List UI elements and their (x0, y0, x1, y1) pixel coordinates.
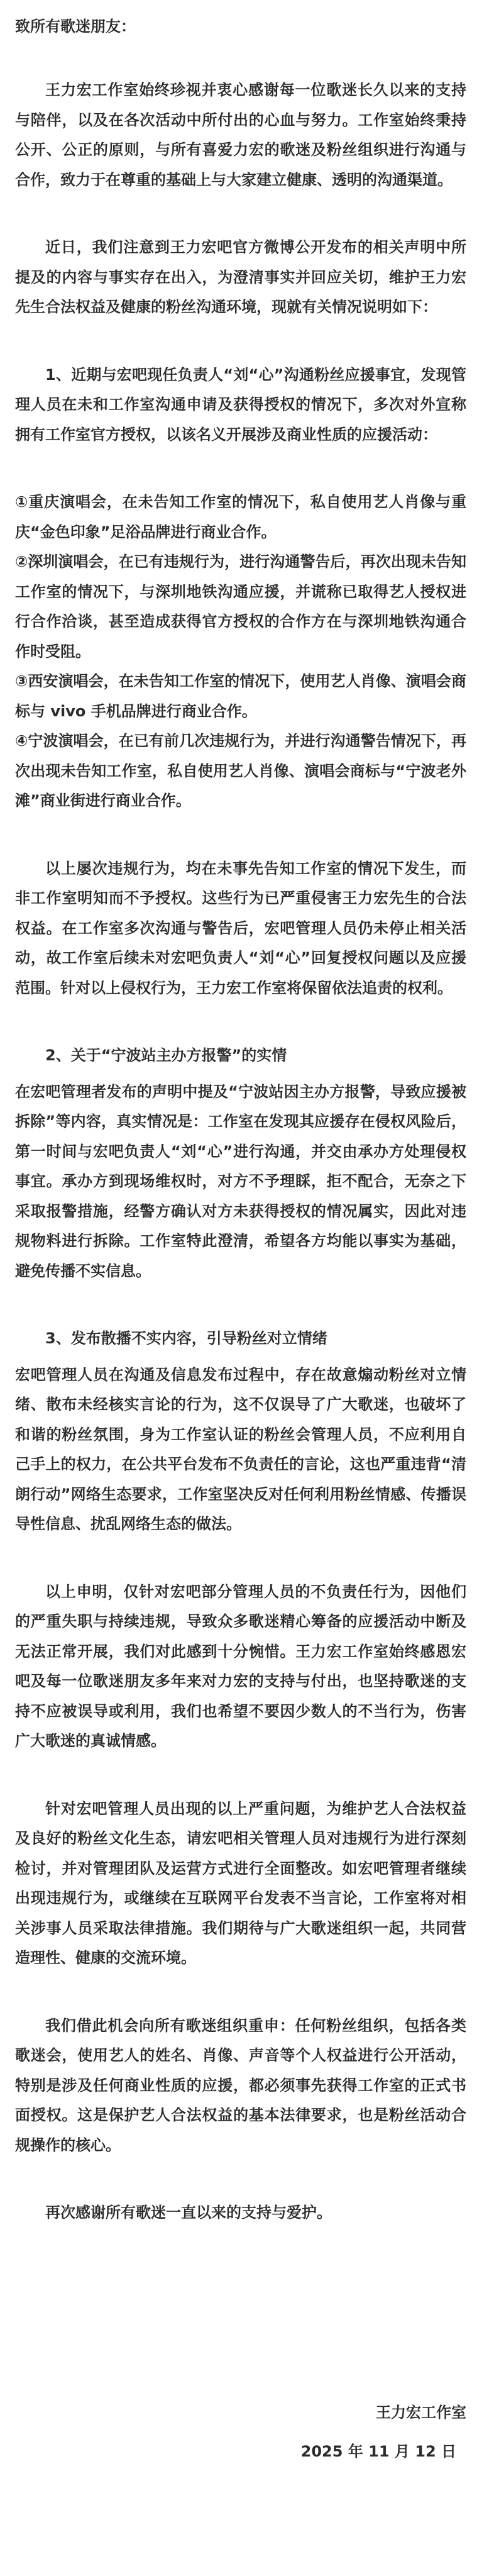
section2-heading: 2、关于“宁波站主办方报警”的实情 (45, 1046, 287, 1064)
section3-heading: 3、发布散播不实内容，引导粉丝对立情绪 (45, 1330, 327, 1347)
signature-organization: 王力宏工作室 (376, 2404, 466, 2421)
section1-item-chongqing: ①重庆演唱会，在未告知工作室的情况下，私自使用艺人肖像与重庆“金色印象”足浴品牌进行商业合作。 (15, 493, 466, 541)
section3-body: 宏吧管理人员在沟通及信息发布过程中，存在故意煽动粉丝对立情绪、散布未经核实言论的行为，这不仅误导了广大歌迷，也破坏了和谐的粉丝氛围，身为工作室认证的粉丝会管理人员，不应利用自己手上的权力，在公共平台发布不负责任的言论，这也严重违背“清朗行动”网络生态要求，工作室坚决反对任何利用粉丝情感、传播误导性信息、扰乱网络生态的做法。 (15, 1365, 466, 1533)
signature-date: 2025 年 11 月 12 日 (300, 2443, 456, 2460)
intro-paragraph: 王力宏工作室始终珍视并衷心感谢每一位歌迷长久以来的支持与陪伴，以及在各次活动中所付出的心血与努力。工作室始终秉持公开、公正的原则，与所有喜爱力宏的歌迷及粉丝组织进行沟通与合作，致力于在尊重的基础上与大家建立健康、透明的沟通渠道。 (15, 81, 466, 189)
section1-items (15, 487, 466, 816)
context-paragraph: 近日，我们注意到王力宏吧官方微博公开发布的相关声明中所提及的内容与事实存在出入，为澄清事实并回应关切，维护王力宏先生合法权益及健康的粉丝沟通环境，现就有关情况说明如下： (15, 238, 466, 316)
closing-paragraph-2: 针对宏吧管理人员出现的以上严重问题，为维护艺人合法权益及良好的粉丝文化生态，请宏吧相关管理人员对违规行为进行深刻检讨，并对管理团队及运营方式进行全面整改。如宏吧管理者继续出现违规行为，或继续在互联网平台发表不当言论，工作室将对相关涉事人员采取法律措施。我们期待与广大歌迷组织一起，共同营造理性、健康的交流环境。 (15, 1799, 466, 1967)
thanks-line: 再次感谢所有歌迷一直以来的支持与爱护。 (45, 2204, 332, 2221)
section1-item-shenzhen: ②深圳演唱会，在已有违规行为，进行沟通警告后，再次出现未告知工作室的情况下，与深圳地铁沟通应援，并谎称已取得艺人授权进行合作洽谈，甚至造成获得官方授权的合作方在与深圳地铁沟通合作时受阻。 (15, 553, 466, 660)
salutation: 致所有歌迷朋友： (15, 18, 136, 35)
section1-summary: 以上屡次违规行为，均在未事先告知工作室的情况下发生，而非工作室明知而不予授权。这些行为已严重侵害王力宏先生的合法权益。在工作室多次沟通与警告后，宏吧管理人员仍未停止相关活动，故工作室后续未对宏吧负责人“刘“心”回复授权问题以及应援范围。针对以上侵权行为，王力宏工作室将保留依法追责的权利。 (15, 859, 466, 997)
closing-paragraph-3: 我们借此机会向所有歌迷组织重申：任何粉丝组织，包括各类歌迷会，使用艺人的姓名、肖像、声音等个人权益进行公开活动，特别是涉及任何商业性质的应援，都必须事先获得工作室的正式书面授权。这是保护艺人合法权益的基本法律要求，也是粉丝活动合规操作的核心。 (15, 2016, 466, 2154)
section2-body: 在宏吧管理者发布的声明中提及“宁波站因主办方报警，导致应援被拆除”等内容，真实情况是：工作室在发现其应援存在侵权风险后，第一时间与宏吧负责人“刘“心”进行沟通，并交由承办方处理侵权事宜。承办方到现场维权时，对方不予理睬，拒不配合，无奈之下采取报警措施，经警方确认对方未获得授权的情况属实，因此对违规物料进行拆除。工作室特此澄清，希望各方均能以事实为基础，避免传播不实信息。 (15, 1082, 466, 1280)
closing-paragraph-1: 以上申明，仅针对宏吧部分管理人员的不负责任行为，因他们的严重失职与持续违规，导致众多歌迷精心筹备的应援活动中断及无法正常开展，我们对此感到十分惋惜。王力宏工作室始终感恩宏吧及每一位歌迷朋友多年来对力宏的支持与付出，也坚持歌迷的支持不应被误导或利用，我们也希望不要因少数人的不当行为，伤害广大歌迷的真诚情感。 (15, 1582, 466, 1750)
section1-item-ningbo: ④宁波演唱会，在已有前几次违规行为，并进行沟通警告情况下，再次出现未告知工作室，私自使用艺人肖像、演唱会商标与“宁波老外滩”商业街进行商业合作。 (15, 732, 466, 809)
section1-heading: 1、近期与宏吧现任负责人“刘“心”沟通粉丝应援事宜，发现管理人员在未和工作室沟通申请及获得授权的情况下，多次对外宣称拥有工作室官方授权，以该名义开展涉及商业性质的应援活动： (15, 365, 466, 443)
section1-item-xian: ③西安演唱会，在未告知工作室的情况下，使用艺人肖像、演唱会商标与 vivo 手机品牌进行商业合作。 (15, 672, 466, 720)
